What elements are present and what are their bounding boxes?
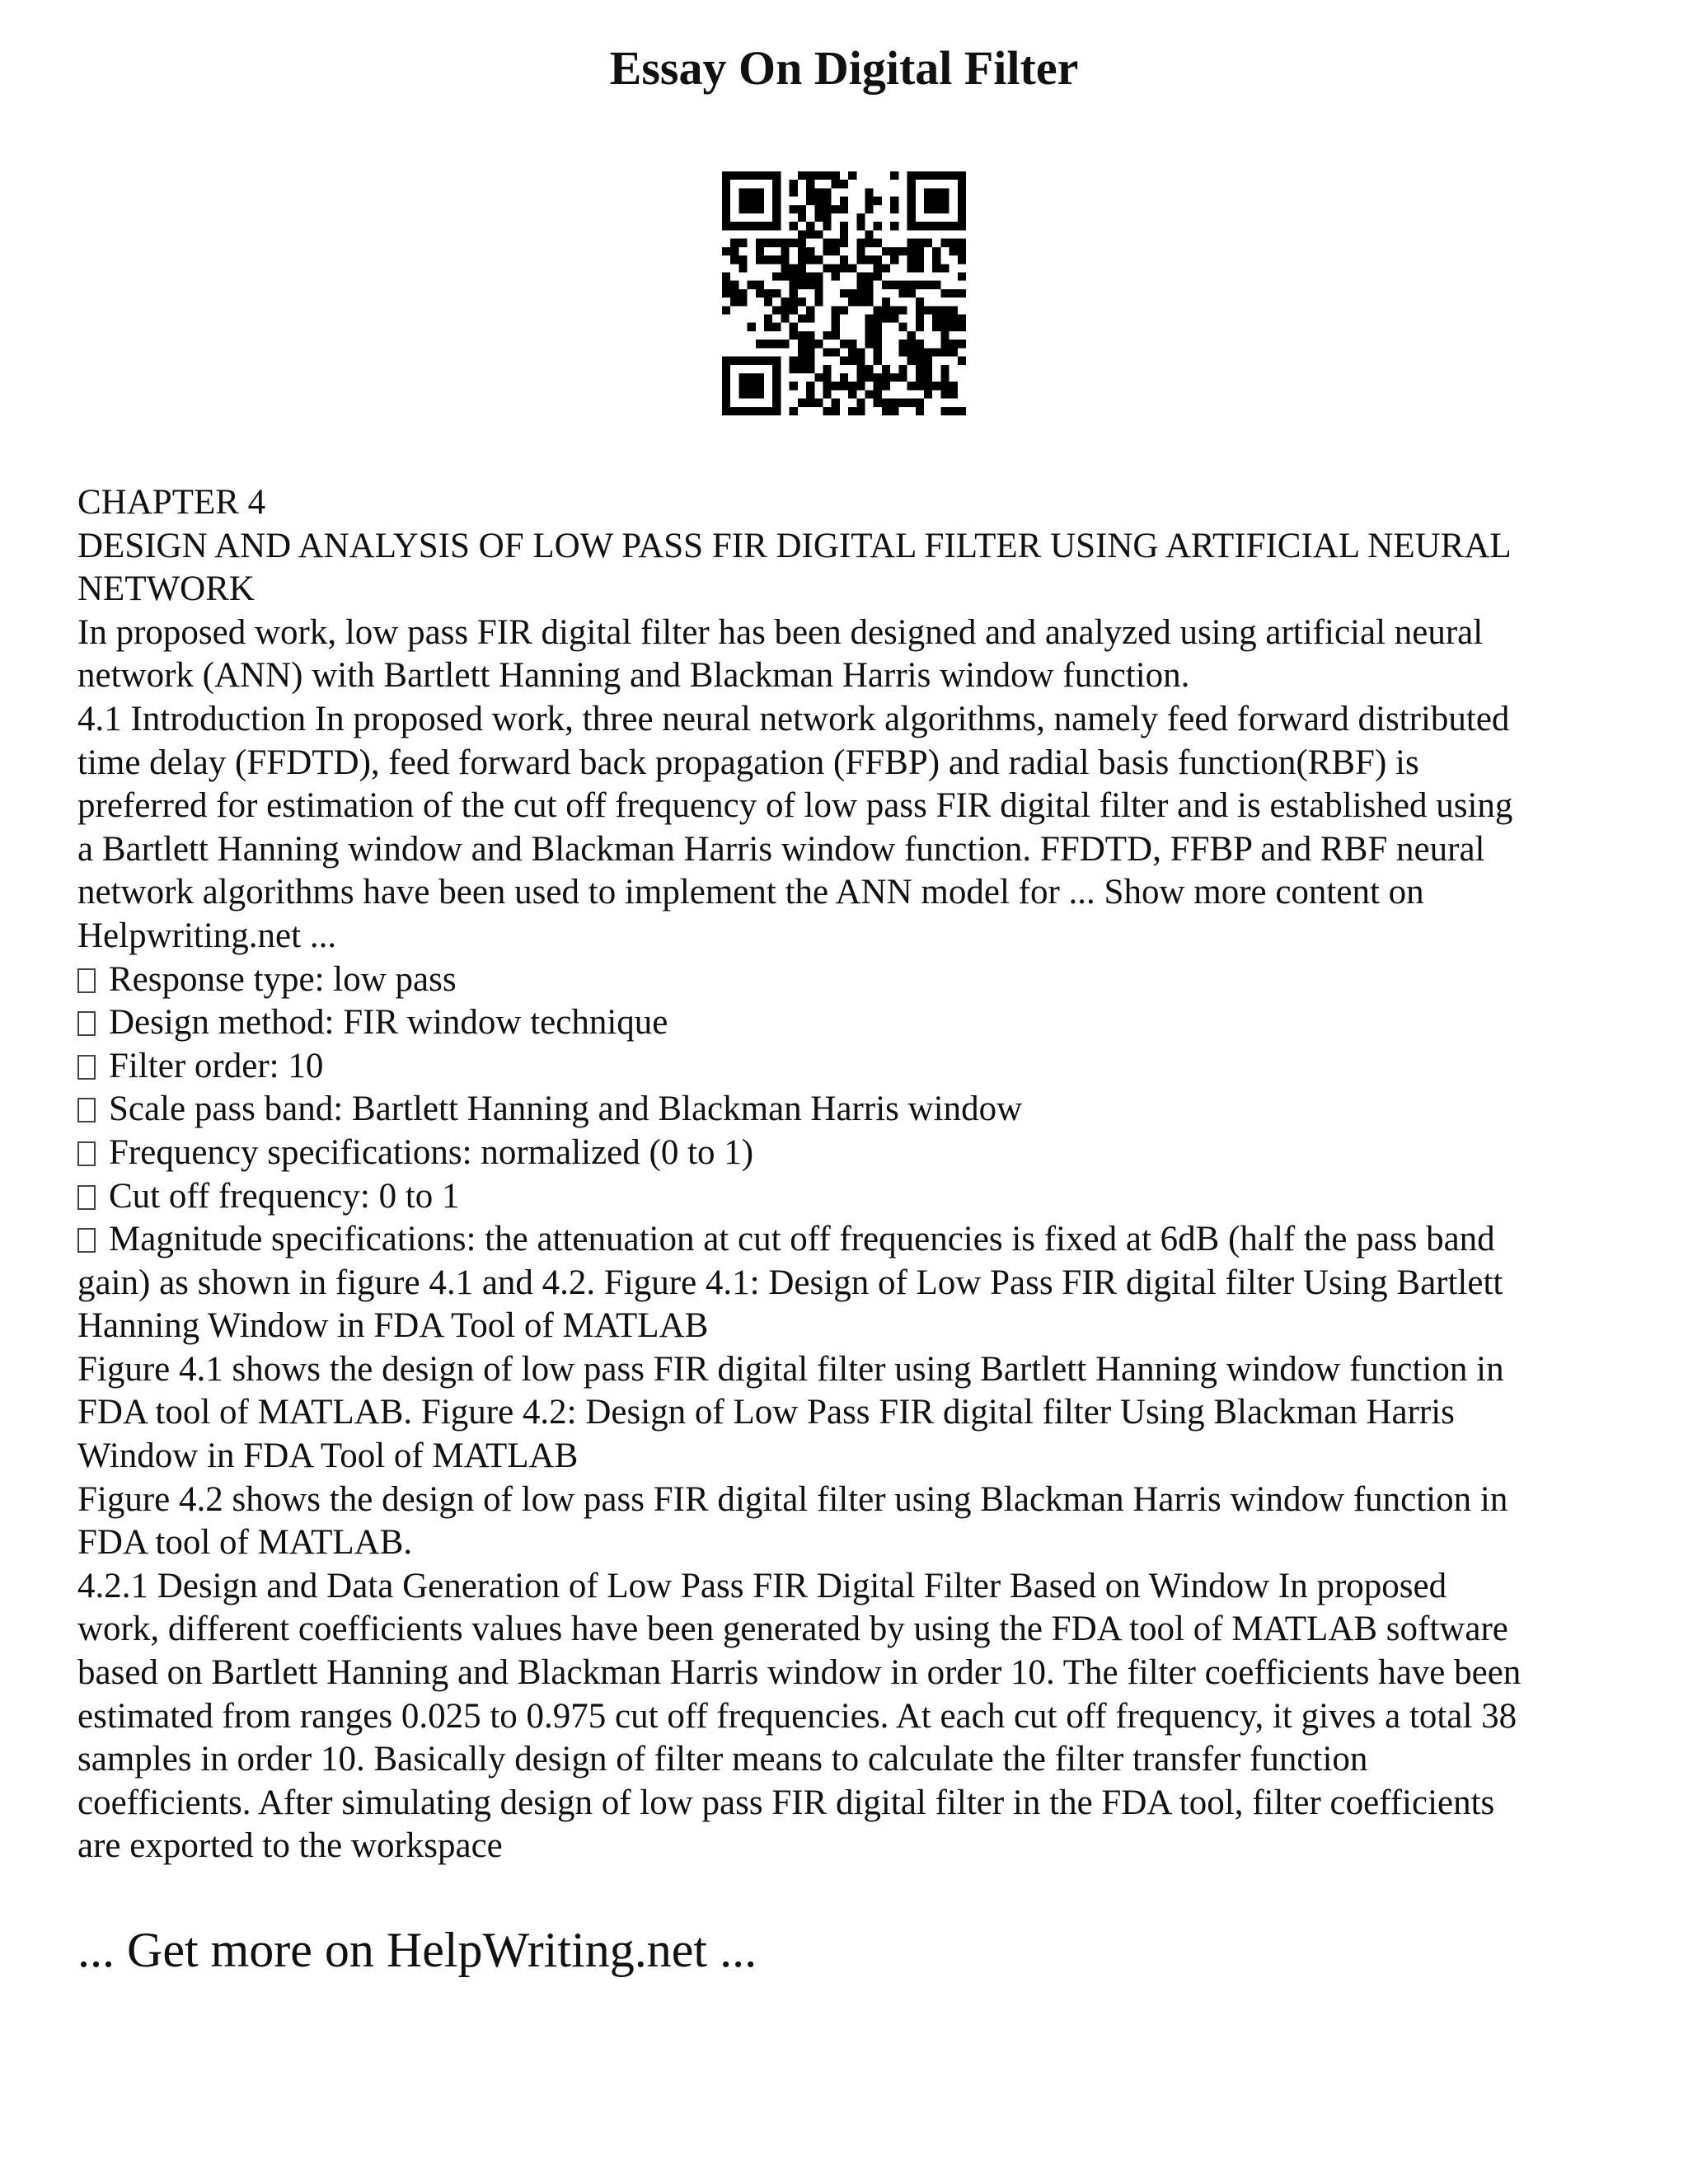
missing-glyph-box-icon <box>77 1055 96 1080</box>
paragraph-line: Figure 4.2 shows the design of low pass FIR digital filter using Blackman Harris window function in <box>77 1479 1508 1519</box>
bullet-text: Cut off frequency: 0 to 1 <box>109 1176 460 1216</box>
page-title: Essay On Digital Filter <box>609 41 1079 95</box>
chapter-title-line: DESIGN AND ANALYSIS OF LOW PASS FIR DIGITAL FILTER USING ARTIFICIAL NEURAL <box>77 526 1512 565</box>
paragraph-line: Hanning Window in FDA Tool of MATLAB <box>77 1306 709 1346</box>
section-line: time delay (FFDTD), feed forward back propagation (FFBP) and radial basis function(RBF) is <box>77 743 1419 782</box>
intro-line: network (ANN) with Bartlett Hanning and Blackman Harris window function. <box>77 656 1190 696</box>
missing-glyph-box-icon <box>77 1141 96 1166</box>
bullet-item <box>77 1218 1627 1262</box>
missing-glyph-box-icon <box>77 1185 96 1210</box>
paragraph-line: are exported to the workspace <box>77 1826 503 1866</box>
paragraph-line: samples in order 10. Basically design of filter means to calculate the filter transfer function <box>77 1740 1368 1779</box>
section-line: a Bartlett Hanning window and Blackman Harris window function. FFDTD, FFBP and RBF neural <box>77 829 1485 869</box>
paragraph-line: Window in FDA Tool of MATLAB <box>77 1436 579 1476</box>
paragraph-line: work, different coefficients values have been generated by using the FDA tool of MATLAB software <box>77 1610 1508 1649</box>
bullet-text: Frequency specifications: normalized (0 to 1) <box>109 1132 754 1172</box>
bullet-text: Scale pass band: Bartlett Hanning and Blackman Harris window <box>109 1090 1023 1129</box>
bullet-item <box>77 1175 1627 1219</box>
bullet-item <box>77 1088 1627 1132</box>
paragraph-line: estimated from ranges 0.025 to 0.975 cut off frequencies. At each cut off frequency, it gives a total 38 <box>77 1696 1517 1736</box>
section-line: Helpwriting.net ... <box>77 916 337 955</box>
bullet-item <box>77 1045 1627 1089</box>
paragraph-line: Figure 4.1 shows the design of low pass FIR digital filter using Bartlett Hanning window function in <box>77 1349 1504 1389</box>
missing-glyph-box-icon <box>77 1011 96 1036</box>
bullet-item <box>77 1132 1627 1175</box>
missing-glyph-box-icon <box>77 968 96 993</box>
missing-glyph-box-icon <box>77 1098 96 1122</box>
paragraph-line: gain) as shown in figure 4.1 and 4.2. Figure 4.1: Design of Low Pass FIR digital filter Using Bartlett <box>77 1263 1503 1302</box>
section-line: preferred for estimation of the cut off frequency of low pass FIR digital filter and is established using <box>77 786 1513 826</box>
paragraph-line: based on Bartlett Hanning and Blackman Harris window in order 10. The filter coefficients have been <box>77 1653 1522 1693</box>
bullet-text: Design method: FIR window technique <box>109 1003 668 1043</box>
paragraph-line: FDA tool of MATLAB. Figure 4.2: Design of Low Pass FIR digital filter Using Blackman Harris <box>77 1393 1455 1432</box>
chapter-title-line: NETWORK <box>77 569 255 609</box>
bullet-text: Filter order: 10 <box>109 1046 324 1085</box>
get-more-link[interactable]: ... Get more on HelpWriting.net ... <box>77 1923 757 1977</box>
bullet-text: Magnitude specifications: the attenuation at cut off frequencies is fixed at 6dB (half the pass band <box>109 1220 1495 1259</box>
paragraph-line: coefficients. After simulating design of low pass FIR digital filter in the FDA tool, filter coefficients <box>77 1783 1495 1822</box>
bullet-item <box>77 1001 1627 1045</box>
section-line: 4.1 Introduction In proposed work, three neural network algorithms, namely feed forward distributed <box>77 699 1510 738</box>
essay-body <box>77 481 1627 1868</box>
bullet-text: Response type: low pass <box>109 959 457 999</box>
bullet-item <box>77 958 1627 1002</box>
qr-code-icon <box>722 171 966 415</box>
intro-line: In proposed work, low pass FIR digital filter has been designed and analyzed using artificial neural <box>77 612 1484 652</box>
section-line: network algorithms have been used to implement the ANN model for ... Show more content on <box>77 873 1424 912</box>
chapter-label: CHAPTER 4 <box>77 483 266 522</box>
paragraph-line: FDA tool of MATLAB. <box>77 1523 413 1563</box>
missing-glyph-box-icon <box>77 1228 96 1253</box>
paragraph-line: 4.2.1 Design and Data Generation of Low Pass FIR Digital Filter Based on Window In proposed <box>77 1566 1447 1605</box>
